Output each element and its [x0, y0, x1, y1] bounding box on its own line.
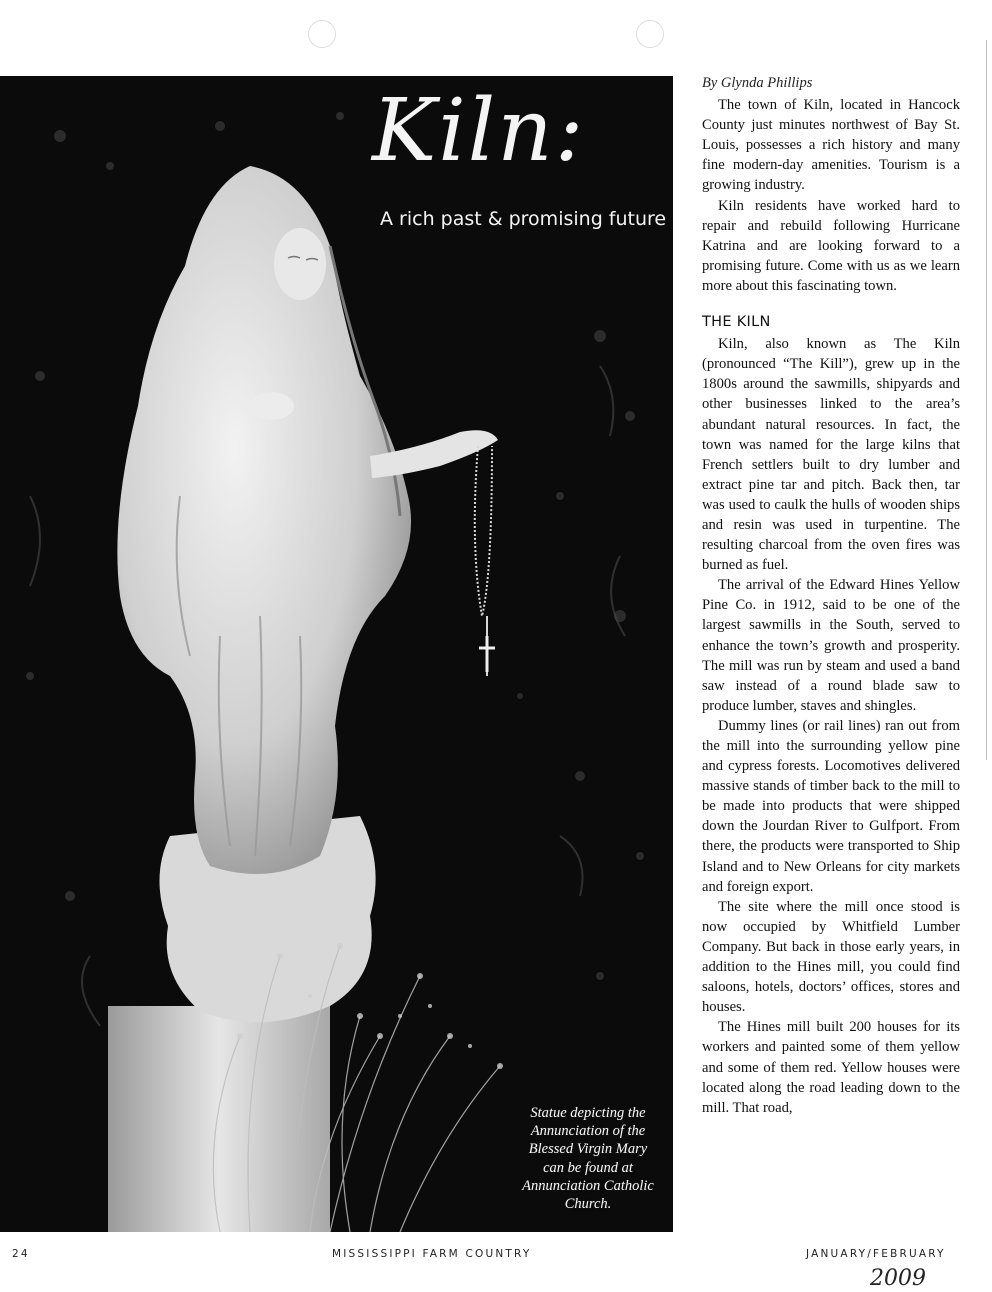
- statue-photo: [0, 76, 673, 1232]
- article-subtitle: A rich past & promising future: [380, 208, 667, 230]
- issue-date: JANUARY/FEBRUARY: [806, 1248, 946, 1260]
- photo-caption: [508, 1104, 668, 1213]
- article-body: [702, 73, 960, 1118]
- intro-paragraph: The town of Kiln, located in Hancock County just minutes northwest of Bay St. Louis, possesses a rich history and many fine modern-day amenities. Tourism is a growing industry.: [702, 97, 960, 194]
- caption-line: Statue depicting the: [530, 1105, 646, 1121]
- page-edge-line: [986, 40, 987, 760]
- caption-line: can be found at: [543, 1159, 633, 1176]
- body-paragraph: The arrival of the Edward Hines Yellow Pine Co. in 1912, said to be one of the largest sawmills in the South, served to enhance the town’s growth and prosperity. The mill was run by steam and used a band saw instead of a round blade saw to produce lumber, staves and shingles.: [702, 577, 960, 714]
- page-number: 24: [12, 1248, 30, 1260]
- handwritten-year: 2009: [870, 1266, 926, 1291]
- body-paragraph: The Hines mill built 200 houses for its workers and painted some of them yellow and some of them red. Yellow houses were located along the road leading down to the mill. That road,: [702, 1019, 960, 1116]
- magazine-name: MISSISSIPPI FARM COUNTRY: [332, 1248, 532, 1260]
- statue-illustration: [0, 76, 673, 1232]
- caption-line: Annunciation Catholic: [522, 1177, 654, 1194]
- caption-line: Annunciation of the: [530, 1123, 646, 1140]
- caption-line: Church.: [564, 1196, 612, 1213]
- body-paragraph: The site where the mill once stood is now occupied by Whitfield Lumber Company. But back in those early years, in addition to the Hines mill, you could find saloons, hotels, doctors’ offices, stores and houses.: [702, 898, 960, 1016]
- caption-line: Blessed Virgin Mary: [528, 1141, 648, 1158]
- body-paragraph: Kiln, also known as The Kiln (pronounced “The Kill”), grew up in the 1800s around the sawmills, shipyards and other businesses linked to the area’s abundant natural resources. In fact, the town was named for the large kilns that French settlers built to dry lumber and extract pine tar and pitch. Back then, tar was used to caulk the hulls of wooden ships and resin was used in turpentine. The resulting charcoal from the oven fires was burned as fuel.: [702, 336, 960, 574]
- body-paragraph: Dummy lines (or rail lines) ran out from the mill into the surrounding yellow pine and cypress forests. Locomotives delivered massive stands of timber back to the mill to be made into products that were shipped down the Jourdan River to Gulfport. From there, the products were transported to Ship Island and to New Orleans for city markets and foreign export.: [702, 717, 960, 895]
- byline: By Glynda Phillips: [702, 75, 813, 91]
- article-title: Kiln:: [372, 81, 586, 181]
- scan-punch-mark-left: [308, 20, 336, 48]
- scan-punch-mark-right: [636, 20, 664, 48]
- section-heading: THE KILN: [702, 314, 771, 331]
- intro-paragraph: Kiln residents have worked hard to repair and rebuild following Hurricane Katrina and are looking forward to a promising future. Come with us as we learn more about this fascinating town.: [702, 197, 960, 294]
